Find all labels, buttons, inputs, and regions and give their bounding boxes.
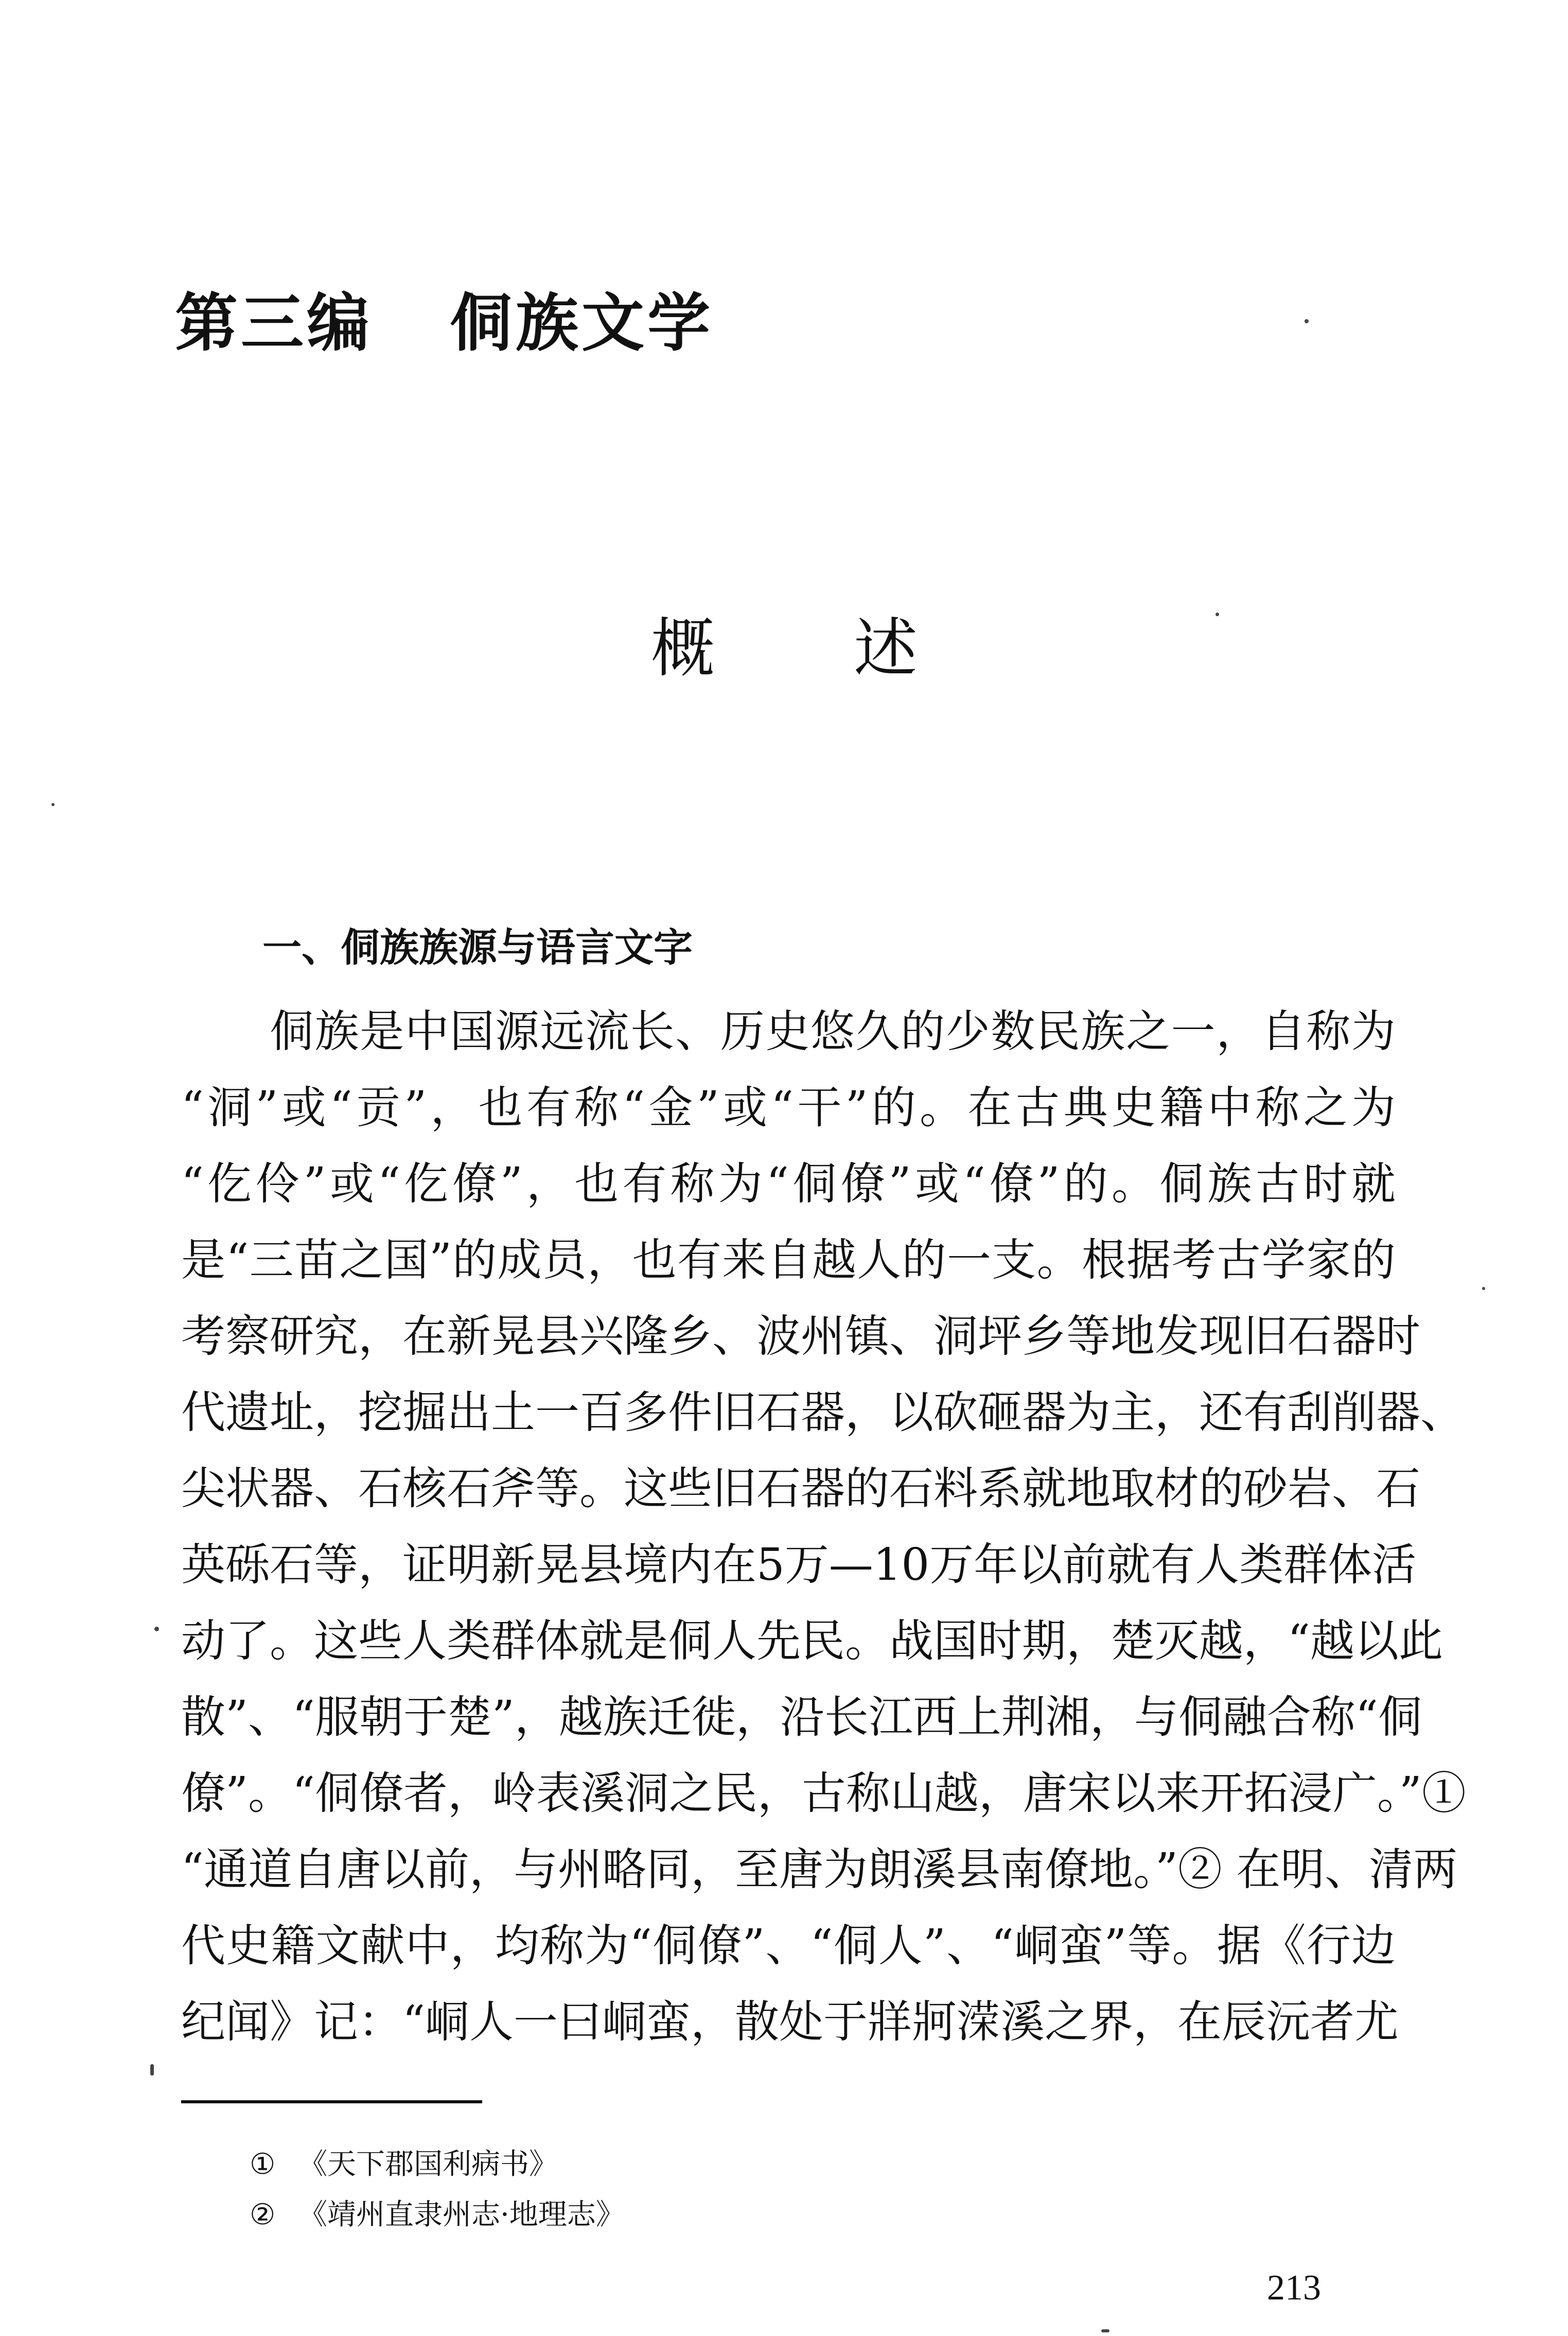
- body-line: “洞”或“贡”，也有称“金”或“干”的。在古典史籍中称之为: [181, 1082, 1396, 1134]
- body-line: 僚”。“侗僚者，岭表溪洞之民，古称山越，唐宋以来开拓浸广。”①: [181, 1768, 1466, 1819]
- body-line: “仡伶”或“仡僚”，也有称为“侗僚”或“僚”的。侗族古时就: [181, 1158, 1396, 1210]
- footnote-divider: [181, 2100, 482, 2103]
- scan-speck: [1305, 319, 1309, 323]
- part-title: [175, 273, 713, 363]
- scan-speck: [51, 803, 55, 806]
- body-line: 纪闻》记：“峒人一曰峒蛮，散处于牂牁溁溪之界，在辰沅者尤: [181, 1996, 1399, 2048]
- footnote-marker: ②: [250, 2198, 276, 2232]
- body-line: 散”、“服朝于楚”，越族迁徙，沿长江西上荆湘，与侗融合称“侗: [181, 1692, 1422, 1743]
- chapter-title-char-1: 概: [651, 612, 715, 686]
- footnote-marker: ①: [250, 2148, 276, 2181]
- footnote-1: [250, 2141, 558, 2183]
- body-line: 代遗址，挖掘出土一百多件旧石器，以砍砸器为主，还有刮削器、: [181, 1387, 1465, 1438]
- scan-speck: [150, 2064, 154, 2076]
- body-line: 是“三苗之国”的成员，也有来自越人的一支。根据考古学家的: [181, 1234, 1396, 1286]
- part-label: 第三编: [175, 287, 373, 360]
- footnote-text: 《天下郡国利病书》: [298, 2148, 558, 2181]
- scan-speck: [154, 1627, 159, 1631]
- body-line: 代史籍文献中，均称为“侗僚”、“侗人”、“峒蛮”等。据《行边: [181, 1920, 1396, 1972]
- footnote-text: 《靖州直隶州志·地理志》: [298, 2198, 625, 2232]
- scan-speck: [1101, 2329, 1109, 2332]
- scan-speck: [1482, 1287, 1485, 1290]
- section-heading: 一、侗族族源与语言文字: [262, 925, 693, 970]
- body-paragraph: [181, 993, 1466, 2060]
- body-line: “通道自唐以前，与州略同，至唐为朗溪县南僚地。”② 在明、清两: [181, 1844, 1458, 1895]
- scan-speck: [1215, 613, 1219, 616]
- chapter-title-char-2: 述: [854, 612, 918, 686]
- body-line: 动了。这些人类群体就是侗人先民。战国时期，楚灭越，“越以此: [181, 1615, 1443, 1667]
- chapter-title: [651, 597, 918, 689]
- part-name: 侗族文学: [450, 287, 713, 360]
- page-number: 213: [1267, 2268, 1321, 2308]
- body-line: 考察研究，在新晃县兴隆乡、波州镇、洞坪乡等地发现旧石器时: [181, 1311, 1420, 1362]
- body-line: 英砾石等，证明新晃县境内在5万—10万年以前就有人类群体活: [181, 1539, 1417, 1591]
- footnote-2: [250, 2192, 625, 2233]
- body-line: 侗族是中国源远流长、历史悠久的少数民族之一，自称为: [270, 1006, 1396, 1057]
- body-line: 尖状器、石核石斧等。这些旧石器的石料系就地取材的砂岩、石: [181, 1463, 1420, 1514]
